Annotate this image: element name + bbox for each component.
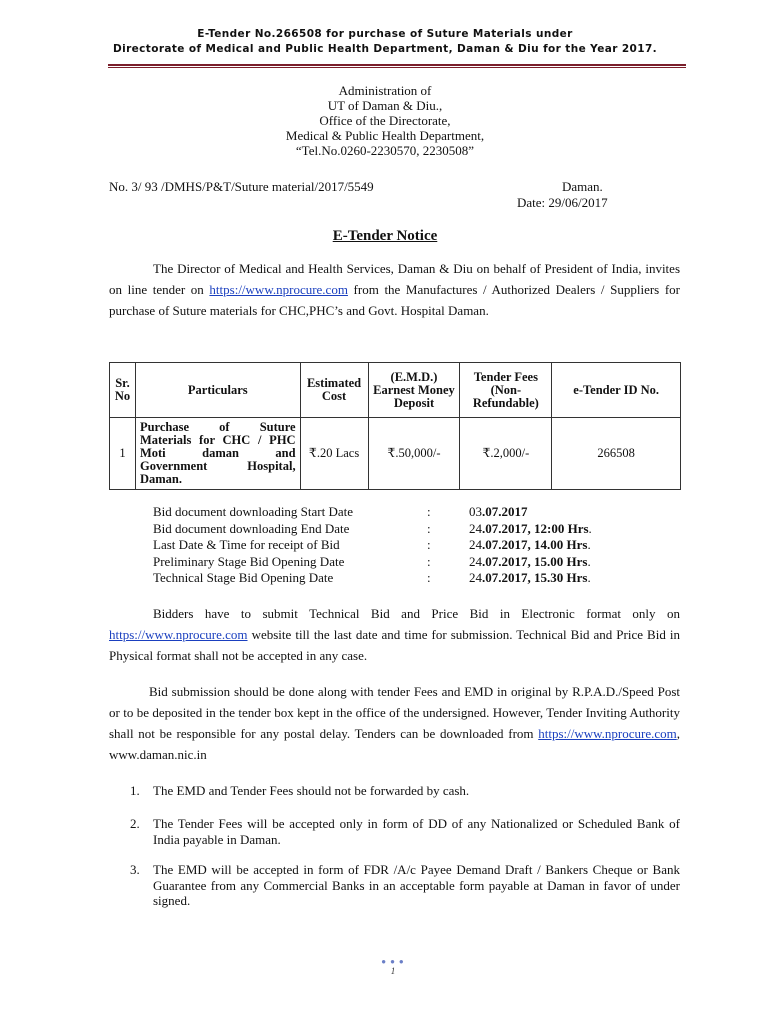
schedule-label: Bid document downloading End Date [153, 520, 350, 536]
schedule-value: 24.07.2017, 14.00 Hrs. [469, 537, 591, 552]
list-item-text: The EMD and Tender Fees should not be forwarded by cash. [153, 783, 470, 798]
intro-text-before: The Director of Medical and Health Services, Daman & Diu on behalf of President of India, invites on line tender on [109, 261, 680, 297]
header-line-2: Directorate of Medical and Public Health Department, Daman & Diu for the Year 2017. [112, 43, 658, 55]
nprocure-link[interactable]: https://www.nprocure.com [209, 282, 348, 297]
header-tender-fees: Tender Fees (Non-Refundable) [460, 363, 552, 418]
list-item-text: The Tender Fees will be accepted only in form of DD of any Nationalized or Scheduled Bank of India payable in Daman. [153, 816, 680, 847]
header-estimated-cost: Estimated Cost [300, 363, 368, 418]
schedule-value: 24.07.2017, 15.00 Hrs. [469, 553, 591, 569]
header-line-1: E-Tender No.266508 for purchase of Suture Materials under [197, 28, 573, 40]
list-item-number: 2. [130, 816, 140, 831]
page-title: E-Tender Notice [332, 228, 438, 244]
place: Daman. [562, 179, 603, 194]
schedule-label: Last Date & Time for receipt of Bid [153, 537, 340, 552]
nprocure-link[interactable]: https://www.nprocure.com [538, 726, 677, 741]
header-tender-id: e-Tender ID No. [552, 363, 681, 418]
bid-submission-paragraph [109, 681, 680, 765]
cell-estimated-cost: ₹.20 Lacs [300, 418, 368, 490]
schedule-colon: : [427, 537, 431, 552]
header-emd: (E.M.D.) Earnest Money Deposit [368, 363, 460, 418]
list-item-number: 1. [130, 783, 140, 798]
schedule-label: Bid document downloading Start Date [153, 504, 354, 519]
admin-line: “Tel.No.0260-2230570, 2230508” [295, 143, 475, 158]
schedule-value: 03.07.2017 [469, 504, 528, 519]
table-row [110, 418, 681, 490]
schedule-value: 24.07.2017, 12:00 Hrs. [469, 520, 592, 536]
schedule-colon: : [427, 520, 431, 536]
para3-text-before: Bid submission should be done along with tender Fees and EMD in original by R.P.A.D./Speed Post or to be deposited in the tender box kept in the office of the undersigned. However, Tender Inviting Authority shall not be responsible for any postal delay. Tenders can be downloaded from [109, 684, 680, 741]
para3-text-after: , www.daman.nic.in [109, 726, 680, 762]
admin-line: Administration of [338, 83, 432, 98]
admin-line: Medical & Public Health Department, [285, 128, 485, 143]
page-dots: ● ● ● [381, 957, 405, 966]
notice-date: Date: 29/06/2017 [517, 195, 608, 210]
administration-block [0, 83, 770, 158]
intro-paragraph [109, 258, 680, 321]
list-item-number: 3. [130, 862, 140, 877]
table-header-row [110, 363, 681, 418]
schedule-label: Technical Stage Bid Opening Date [153, 570, 334, 585]
submission-paragraph [109, 603, 680, 666]
schedule-value: 24.07.2017, 15.30 Hrs. [469, 570, 591, 585]
cell-emd: ₹.50,000/- [368, 418, 460, 490]
para2-text-after: website till the last date and time for submission. Technical Bid and Price Bid in Physical format shall not be accepted in any case. [109, 627, 680, 663]
admin-line: Office of the Directorate, [319, 113, 451, 128]
page-number-block [378, 958, 408, 976]
cell-particulars: Purchase of Suture Materials for CHC / PHC Moti daman and Government Hospital, Daman. [135, 418, 300, 490]
schedule-colon: : [427, 553, 431, 569]
cell-sr-no: 1 [110, 418, 136, 490]
schedule-colon: : [427, 504, 431, 519]
header-rule-thick [108, 64, 686, 66]
header-rule-thin [108, 67, 686, 68]
admin-line: UT of Daman & Diu., [327, 98, 443, 113]
schedule-colon: : [427, 570, 431, 585]
header-particulars: Particulars [135, 363, 300, 418]
header-sr-no: Sr. No [110, 363, 136, 418]
intro-text-after: from the Manufactures / Authorized Dealers / Suppliers for purchase of Suture materials for CHC,PHC’s and Govt. Hospital Daman. [109, 282, 681, 318]
para2-text-before: Bidders have to submit Technical Bid and Price Bid in Electronic format only on [153, 606, 680, 621]
reference-number: No. 3/ 93 /DMHS/P&T/Suture material/2017/5549 [109, 179, 374, 194]
tender-table [109, 362, 681, 490]
schedule-label: Preliminary Stage Bid Opening Date [153, 553, 345, 569]
nprocure-link[interactable]: https://www.nprocure.com [109, 627, 248, 642]
list-item-text: The EMD will be accepted in form of FDR /A/c Payee Demand Draft / Bankers Cheque or Bank Guarantee from any Commercial Banks in an acceptable form payable at Daman in favor of under signed. [153, 862, 680, 908]
cell-tender-id: 266508 [552, 418, 681, 490]
page-number: 1 [390, 966, 396, 976]
cell-tender-fees: ₹.2,000/- [460, 418, 552, 490]
